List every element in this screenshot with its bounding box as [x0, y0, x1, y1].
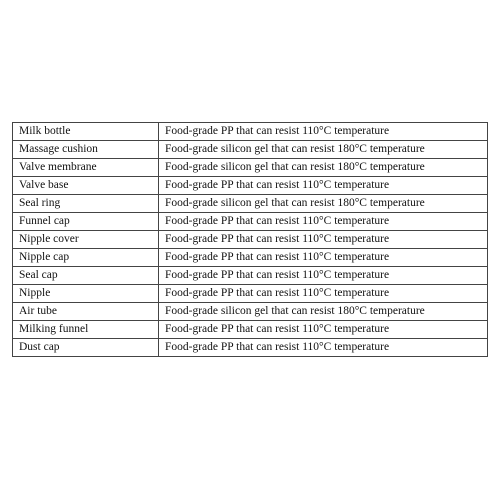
table-row [13, 285, 488, 303]
part-name-cell: Milk bottle [13, 123, 159, 141]
part-name-cell: Seal cap [13, 267, 159, 285]
material-cell: Food-grade PP that can resist 110°C temperature [159, 267, 488, 285]
table-row [13, 231, 488, 249]
materials-table [12, 122, 488, 357]
table-row [13, 339, 488, 357]
material-cell: Food-grade silicon gel that can resist 180°C temperature [159, 303, 488, 321]
materials-table-body [13, 123, 488, 357]
part-name-cell: Milking funnel [13, 321, 159, 339]
table-row [13, 177, 488, 195]
material-cell: Food-grade PP that can resist 110°C temperature [159, 213, 488, 231]
table-row [13, 141, 488, 159]
part-name-cell: Funnel cap [13, 213, 159, 231]
material-cell: Food-grade PP that can resist 110°C temperature [159, 123, 488, 141]
table-row [13, 195, 488, 213]
table-row [13, 303, 488, 321]
part-name-cell: Valve membrane [13, 159, 159, 177]
material-cell: Food-grade PP that can resist 110°C temperature [159, 339, 488, 357]
part-name-cell: Nipple cover [13, 231, 159, 249]
part-name-cell: Dust cap [13, 339, 159, 357]
part-name-cell: Massage cushion [13, 141, 159, 159]
table-row [13, 123, 488, 141]
table-row [13, 213, 488, 231]
material-cell: Food-grade silicon gel that can resist 180°C temperature [159, 159, 488, 177]
table-row [13, 159, 488, 177]
material-cell: Food-grade PP that can resist 110°C temperature [159, 177, 488, 195]
part-name-cell: Air tube [13, 303, 159, 321]
part-name-cell: Nipple cap [13, 249, 159, 267]
material-cell: Food-grade PP that can resist 110°C temperature [159, 285, 488, 303]
part-name-cell: Seal ring [13, 195, 159, 213]
material-cell: Food-grade PP that can resist 110°C temperature [159, 249, 488, 267]
table-row [13, 249, 488, 267]
part-name-cell: Valve base [13, 177, 159, 195]
material-cell: Food-grade PP that can resist 110°C temperature [159, 321, 488, 339]
table-row [13, 267, 488, 285]
material-cell: Food-grade PP that can resist 110°C temperature [159, 231, 488, 249]
material-cell: Food-grade silicon gel that can resist 180°C temperature [159, 141, 488, 159]
material-cell: Food-grade silicon gel that can resist 180°C temperature [159, 195, 488, 213]
part-name-cell: Nipple [13, 285, 159, 303]
table-row [13, 321, 488, 339]
